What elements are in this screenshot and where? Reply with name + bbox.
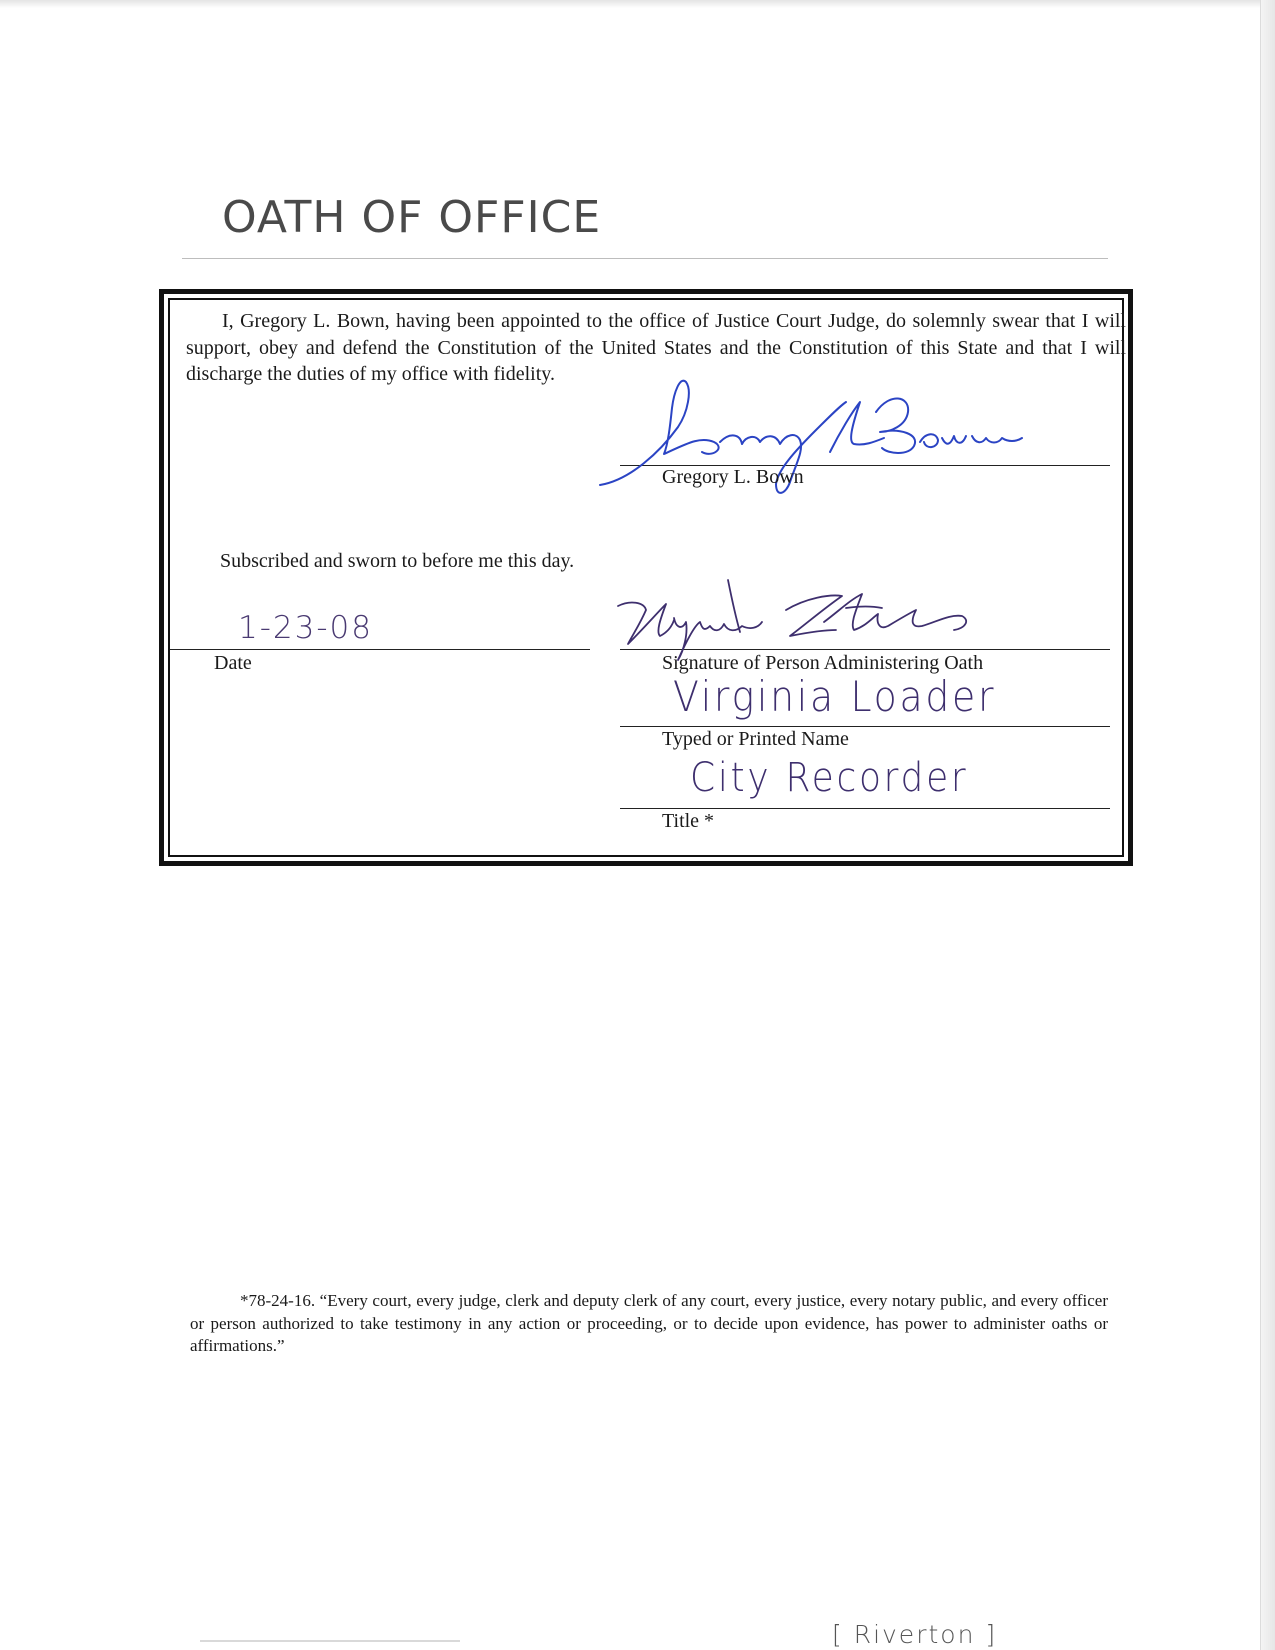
handwritten-date: 1-23-08: [238, 610, 373, 646]
scan-edge-top: [0, 0, 1275, 8]
handwritten-title: City Recorder: [690, 755, 969, 801]
statute-footnote-text: *78-24-16. “Every court, every judge, clerk and deputy clerk of any court, every justice, every notary public, and every officer or person authorized to take testimony in any action or proceeding, or to decide upon evidence, has power to administer oaths or affirmations.”: [190, 1291, 1108, 1355]
document-title: OATH OF OFFICE: [222, 192, 602, 243]
scan-edge-right: [1260, 0, 1275, 1650]
administrator-signature-label: Signature of Person Administering Oath: [662, 652, 984, 674]
title-rule: [182, 258, 1108, 259]
printed-name-line: [620, 726, 1110, 727]
oath-statement-text: I, Gregory L. Bown, having been appointed to the office of Justice Court Judge, do solemnly swear that I will support, obey and defend the Constitution of the United States and the Constitution of this State and that I will discharge the duties of my office with fidelity.: [186, 310, 1126, 385]
date-line: [170, 649, 590, 650]
printed-name-label: Typed or Printed Name: [662, 728, 849, 750]
scan-smudge: [200, 1640, 460, 1642]
subscribed-statement: Subscribed and sworn to before me this day.: [220, 550, 575, 572]
title-label: Title *: [662, 810, 715, 832]
oath-box-inner-border: [168, 298, 1124, 857]
date-label: Date: [214, 652, 252, 674]
oath-taker-signature: [590, 372, 1050, 512]
statute-footnote: [190, 1290, 1108, 1358]
title-line: [620, 808, 1110, 809]
oath-box: [159, 289, 1133, 866]
handwritten-printed-name: Virginia Loader: [673, 672, 997, 721]
margin-note: [ Riverton ]: [832, 1620, 998, 1649]
oath-taker-printed-name: Gregory L. Bown: [662, 466, 804, 488]
